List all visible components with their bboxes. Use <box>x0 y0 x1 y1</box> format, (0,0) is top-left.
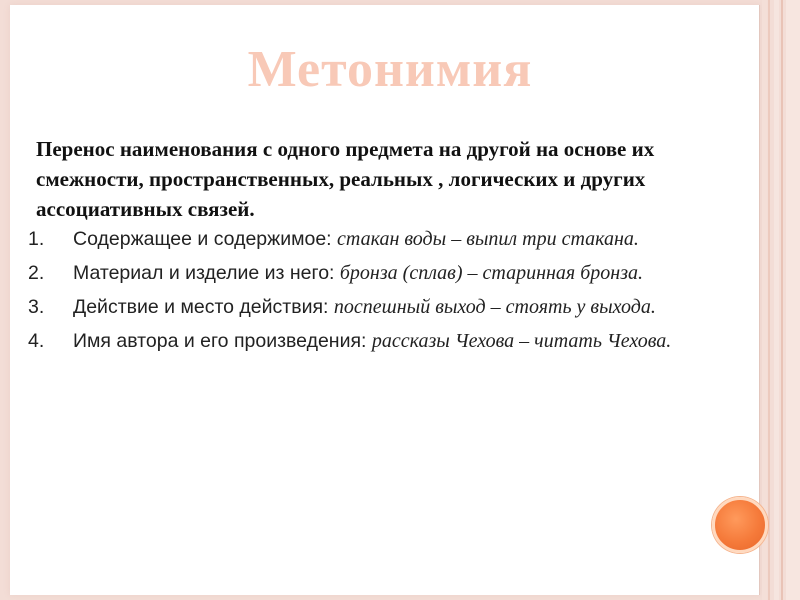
item-label: Действие и место действия: <box>73 296 334 318</box>
list-number: 4. <box>28 330 45 352</box>
examples-list <box>0 224 740 360</box>
list-number: 3. <box>28 296 45 318</box>
slide-title: Метонимия <box>247 41 533 98</box>
item-example: бронза (сплав) – старинная бронза. <box>339 262 643 284</box>
item-example: поспешный выход – стоять у выхода. <box>333 296 656 318</box>
list-item <box>0 258 713 289</box>
list-item <box>0 326 713 357</box>
decorative-orb <box>712 497 768 553</box>
item-label: Имя автора и его произведения: <box>73 330 372 352</box>
list-number: 1. <box>28 228 45 250</box>
item-example: рассказы Чехова – читать Чехова. <box>371 330 672 352</box>
decor-stripe <box>786 0 800 600</box>
item-example: стакан воды – выпил три стакана. <box>337 228 639 250</box>
list-item <box>0 224 713 255</box>
definition-text: Перенос наименования с одного предмета на другой на основе их смежности, пространственных, реальных , логических и других ассоциативных связей. <box>36 137 655 221</box>
list-number: 2. <box>28 262 45 284</box>
item-label: Материал и изделие из него: <box>73 262 340 284</box>
item-label: Содержащее и содержимое: <box>73 228 338 250</box>
decor-stripe <box>781 0 783 600</box>
list-item <box>0 292 713 323</box>
